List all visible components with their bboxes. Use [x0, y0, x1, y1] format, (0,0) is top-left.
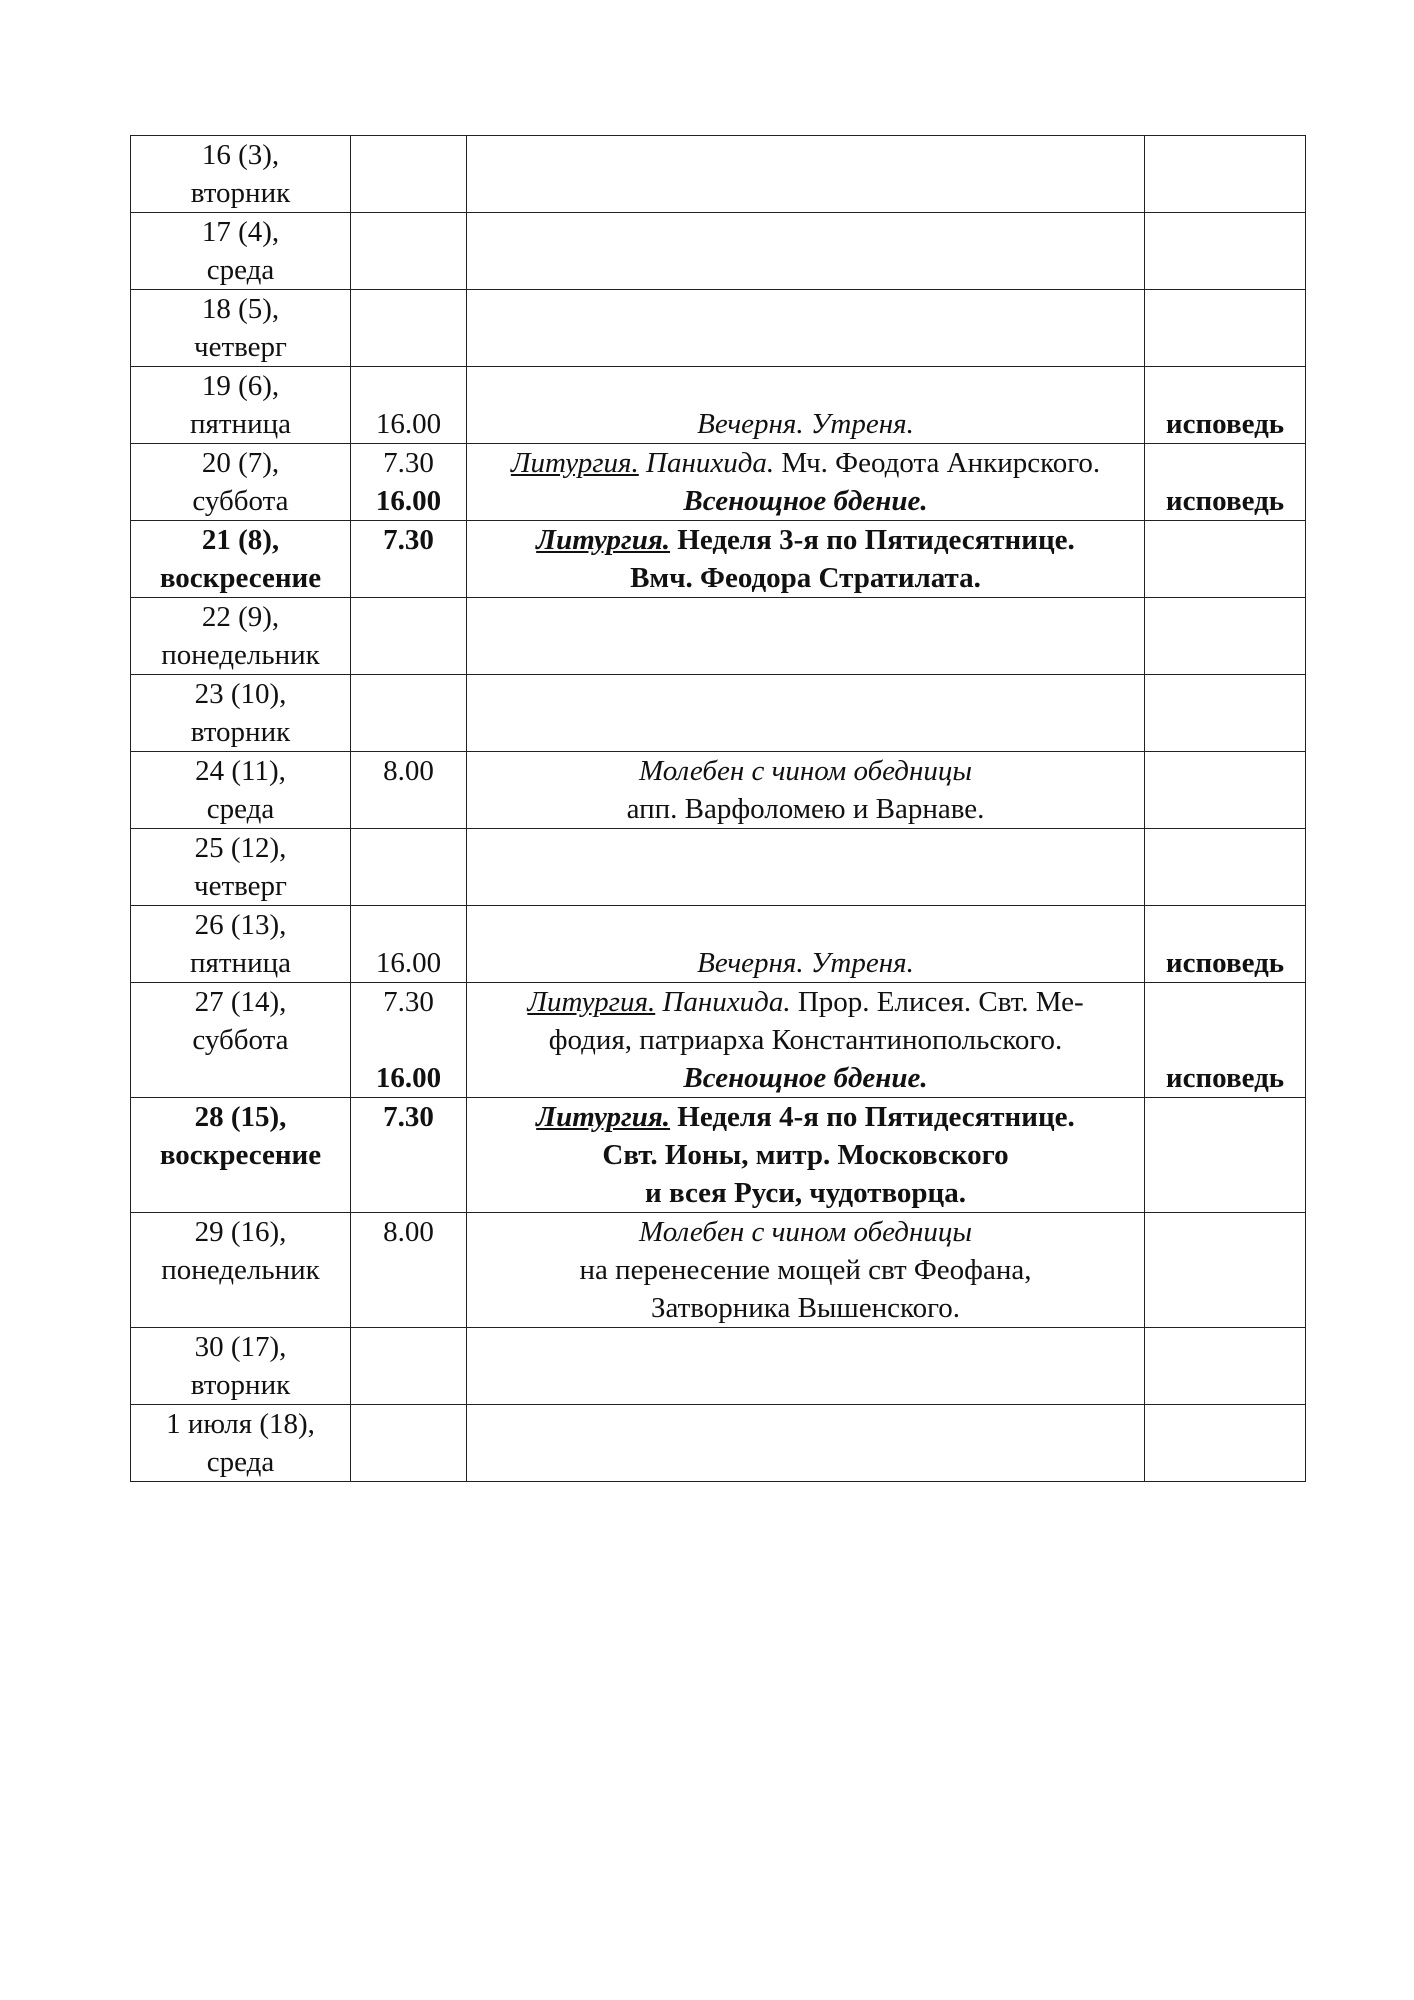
- weekday: пятница: [190, 947, 291, 979]
- day-number: 28 (15),: [194, 1101, 287, 1133]
- date-cell: [131, 752, 351, 829]
- date-cell: [131, 367, 351, 444]
- confession-note: исповедь: [1165, 947, 1285, 979]
- day-number: 17 (4),: [201, 216, 280, 248]
- note-cell: [1145, 213, 1306, 290]
- weekday: четверг: [194, 331, 287, 363]
- day-number: 26 (13),: [194, 909, 287, 941]
- table-row: [131, 1328, 1306, 1405]
- day-number: 27 (14),: [194, 986, 287, 1018]
- weekday: суббота: [192, 485, 289, 517]
- liturgy-label: Литургия.: [510, 447, 639, 479]
- date-cell: [131, 1098, 351, 1213]
- time-cell: [351, 1328, 467, 1405]
- time-cell: [351, 444, 467, 521]
- liturgy-label: Литургия.: [536, 524, 671, 556]
- service-time: 7.30: [383, 1101, 434, 1133]
- time-cell: [351, 1405, 467, 1482]
- service-time: 7.30: [383, 524, 434, 556]
- service-cell: [467, 906, 1145, 983]
- saint-text: Мч. Феодота Анкирского.: [774, 447, 1101, 479]
- service-cell: [467, 1405, 1145, 1482]
- table-row: [131, 598, 1306, 675]
- liturgy-label: Литургия.: [527, 986, 656, 1018]
- saint-text: Вмч. Феодора Стратилата.: [630, 562, 981, 594]
- date-cell: [131, 983, 351, 1098]
- date-cell: [131, 290, 351, 367]
- time-cell: [351, 752, 467, 829]
- date-cell: [131, 675, 351, 752]
- date-cell: [131, 136, 351, 213]
- service-time: 7.30: [383, 447, 434, 479]
- service-text: Панихида.: [638, 447, 775, 479]
- weekday: пятница: [190, 408, 291, 440]
- day-number: 30 (17),: [194, 1331, 287, 1363]
- time-cell: [351, 521, 467, 598]
- service-text: Панихида.: [655, 986, 791, 1018]
- day-number: 1 июля (18),: [166, 1408, 315, 1440]
- service-text: Вечерня. Утреня.: [697, 947, 914, 979]
- day-number: 18 (5),: [201, 293, 280, 325]
- confession-note: исповедь: [1165, 1062, 1285, 1094]
- note-cell: [1145, 1213, 1306, 1328]
- weekday: суббота: [192, 1024, 289, 1056]
- date-cell: [131, 906, 351, 983]
- note-cell: [1145, 1098, 1306, 1213]
- saint-text: апп. Варфоломею и Варнаве.: [626, 793, 985, 825]
- day-number: 21 (8),: [201, 524, 280, 556]
- weekday: среда: [206, 254, 275, 286]
- note-cell: [1145, 675, 1306, 752]
- saint-text: Затворника Вышенского.: [650, 1292, 961, 1324]
- service-cell: [467, 1328, 1145, 1405]
- time-cell: [351, 598, 467, 675]
- day-number: 16 (3),: [201, 139, 280, 171]
- note-cell: [1145, 1328, 1306, 1405]
- table-row: [131, 906, 1306, 983]
- saint-text: Прор. Елисея. Свт. Ме-: [790, 986, 1084, 1018]
- service-cell: [467, 521, 1145, 598]
- table-row: [131, 829, 1306, 906]
- table-row: [131, 444, 1306, 521]
- confession-note: исповедь: [1165, 485, 1285, 517]
- service-time: 16.00: [375, 408, 442, 440]
- service-time: 16.00: [375, 947, 442, 979]
- note-cell: [1145, 290, 1306, 367]
- table-row: [131, 1098, 1306, 1213]
- saint-text: на перенесение мощей свт Феофана,: [579, 1254, 1032, 1286]
- schedule-table: [130, 135, 1306, 1482]
- service-cell: [467, 290, 1145, 367]
- note-cell: [1145, 598, 1306, 675]
- service-cell: [467, 1213, 1145, 1328]
- day-number: 25 (12),: [194, 832, 287, 864]
- date-cell: [131, 521, 351, 598]
- table-row: [131, 1213, 1306, 1328]
- date-cell: [131, 1213, 351, 1328]
- liturgy-label: Литургия.: [536, 1101, 671, 1133]
- service-cell: [467, 136, 1145, 213]
- day-number: 24 (11),: [195, 755, 286, 787]
- date-cell: [131, 213, 351, 290]
- service-cell: [467, 675, 1145, 752]
- service-time: 16.00: [375, 485, 442, 517]
- service-cell: [467, 829, 1145, 906]
- weekday: вторник: [190, 716, 291, 748]
- service-cell: [467, 444, 1145, 521]
- weekday: понедельник: [161, 639, 320, 671]
- time-cell: [351, 213, 467, 290]
- note-cell: [1145, 367, 1306, 444]
- service-time: 8.00: [383, 755, 434, 787]
- date-cell: [131, 1405, 351, 1482]
- note-cell: [1145, 983, 1306, 1098]
- time-cell: [351, 906, 467, 983]
- service-text: Всенощное бдение.: [683, 1062, 928, 1094]
- day-number: 20 (7),: [201, 447, 280, 479]
- service-cell: [467, 598, 1145, 675]
- table-row: [131, 136, 1306, 213]
- day-number: 22 (9),: [201, 601, 280, 633]
- day-number: 23 (10),: [194, 678, 287, 710]
- table-row: [131, 675, 1306, 752]
- weekday: четверг: [194, 870, 287, 902]
- note-cell: [1145, 1405, 1306, 1482]
- note-cell: [1145, 829, 1306, 906]
- time-cell: [351, 829, 467, 906]
- table-row: [131, 521, 1306, 598]
- date-cell: [131, 598, 351, 675]
- table-row: [131, 752, 1306, 829]
- time-cell: [351, 290, 467, 367]
- service-cell: [467, 367, 1145, 444]
- day-number: 19 (6),: [201, 370, 280, 402]
- note-cell: [1145, 906, 1306, 983]
- service-time: 7.30: [383, 986, 434, 1018]
- date-cell: [131, 1328, 351, 1405]
- saint-text: Свт. Ионы, митр. Московского: [602, 1139, 1009, 1171]
- service-text: Молебен с чином обедницы: [638, 1216, 973, 1248]
- table-row: [131, 290, 1306, 367]
- date-cell: [131, 444, 351, 521]
- table-row: [131, 1405, 1306, 1482]
- time-cell: [351, 1213, 467, 1328]
- saint-text: фодия, патриарха Константинопольского.: [548, 1024, 1063, 1056]
- confession-note: исповедь: [1165, 408, 1285, 440]
- weekday: воскресение: [159, 1139, 322, 1171]
- time-cell: [351, 983, 467, 1098]
- time-cell: [351, 136, 467, 213]
- service-cell: [467, 752, 1145, 829]
- service-text: Неделя 3-я по Пятидесятнице.: [670, 524, 1075, 556]
- service-text: Всенощное бдение.: [683, 485, 928, 517]
- time-cell: [351, 1098, 467, 1213]
- day-number: 29 (16),: [194, 1216, 287, 1248]
- service-time: 8.00: [383, 1216, 434, 1248]
- time-cell: [351, 367, 467, 444]
- service-time: 16.00: [375, 1062, 442, 1094]
- weekday: понедельник: [161, 1254, 320, 1286]
- table-row: [131, 213, 1306, 290]
- weekday: среда: [206, 793, 275, 825]
- weekday: вторник: [190, 177, 291, 209]
- service-cell: [467, 983, 1145, 1098]
- service-cell: [467, 1098, 1145, 1213]
- note-cell: [1145, 752, 1306, 829]
- weekday: воскресение: [159, 562, 322, 594]
- service-text: Молебен с чином обедницы: [638, 755, 973, 787]
- weekday: вторник: [190, 1369, 291, 1401]
- service-text: Вечерня. Утреня.: [697, 408, 914, 440]
- service-cell: [467, 213, 1145, 290]
- saint-text: и всея Руси, чудотворца.: [644, 1177, 967, 1209]
- table-row: [131, 983, 1306, 1098]
- note-cell: [1145, 136, 1306, 213]
- note-cell: [1145, 521, 1306, 598]
- date-cell: [131, 829, 351, 906]
- time-cell: [351, 675, 467, 752]
- table-row: [131, 367, 1306, 444]
- weekday: среда: [206, 1446, 275, 1478]
- service-text: Неделя 4-я по Пятидесятнице.: [670, 1101, 1075, 1133]
- note-cell: [1145, 444, 1306, 521]
